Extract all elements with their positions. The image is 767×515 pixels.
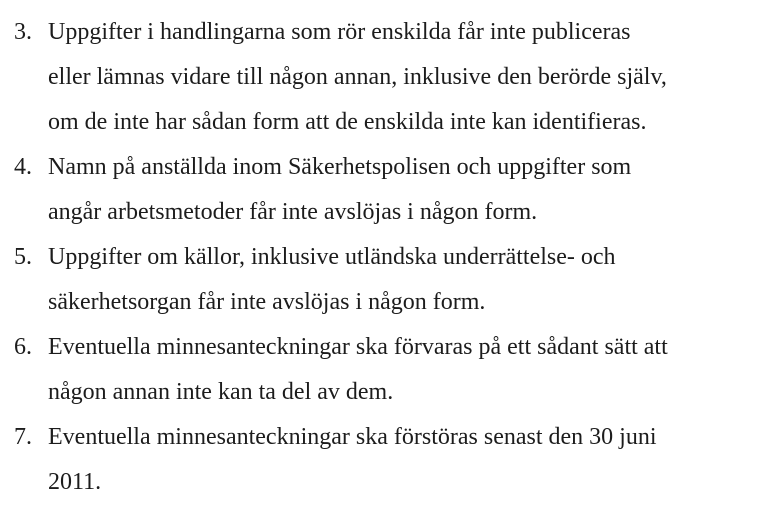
text-line: om de inte har sådan form att de enskilda inte kan identifieras. (48, 109, 647, 135)
text-line: eller lämnas vidare till någon annan, inklusive den berörde själv, (48, 64, 667, 90)
list-item (0, 325, 767, 415)
text-line: Namn på anställda inom Säkerhetspolisen och uppgifter som (48, 154, 632, 180)
text-line: Eventuella minnesanteckningar ska förstöras senast den 30 juni (48, 424, 657, 450)
list-item-text (48, 10, 767, 145)
list-item-number: 5. (14, 244, 32, 270)
list-item (0, 235, 767, 325)
text-line: Uppgifter i handlingarna som rör enskilda får inte publiceras (48, 19, 631, 45)
list-item-text (48, 415, 767, 505)
list-item-text (48, 235, 767, 325)
list-item (0, 415, 767, 505)
text-line: Eventuella minnesanteckningar ska förvaras på ett sådant sätt att (48, 334, 668, 360)
list-item (0, 10, 767, 145)
list-item-number: 4. (14, 154, 32, 180)
text-line: säkerhetsorgan får inte avslöjas i någon form. (48, 289, 486, 315)
list-item-number: 7. (14, 424, 32, 450)
list-item-number: 3. (14, 19, 32, 45)
text-line: angår arbetsmetoder får inte avslöjas i någon form. (48, 199, 538, 225)
list-item (0, 145, 767, 235)
text-line: 2011. (48, 469, 102, 495)
list-item-text (48, 325, 767, 415)
list-item-text (48, 145, 767, 235)
numbered-list (0, 10, 767, 505)
list-item-number: 6. (14, 334, 32, 360)
text-line: Uppgifter om källor, inklusive utländska underrättelse- och (48, 244, 616, 270)
text-line: någon annan inte kan ta del av dem. (48, 379, 394, 405)
